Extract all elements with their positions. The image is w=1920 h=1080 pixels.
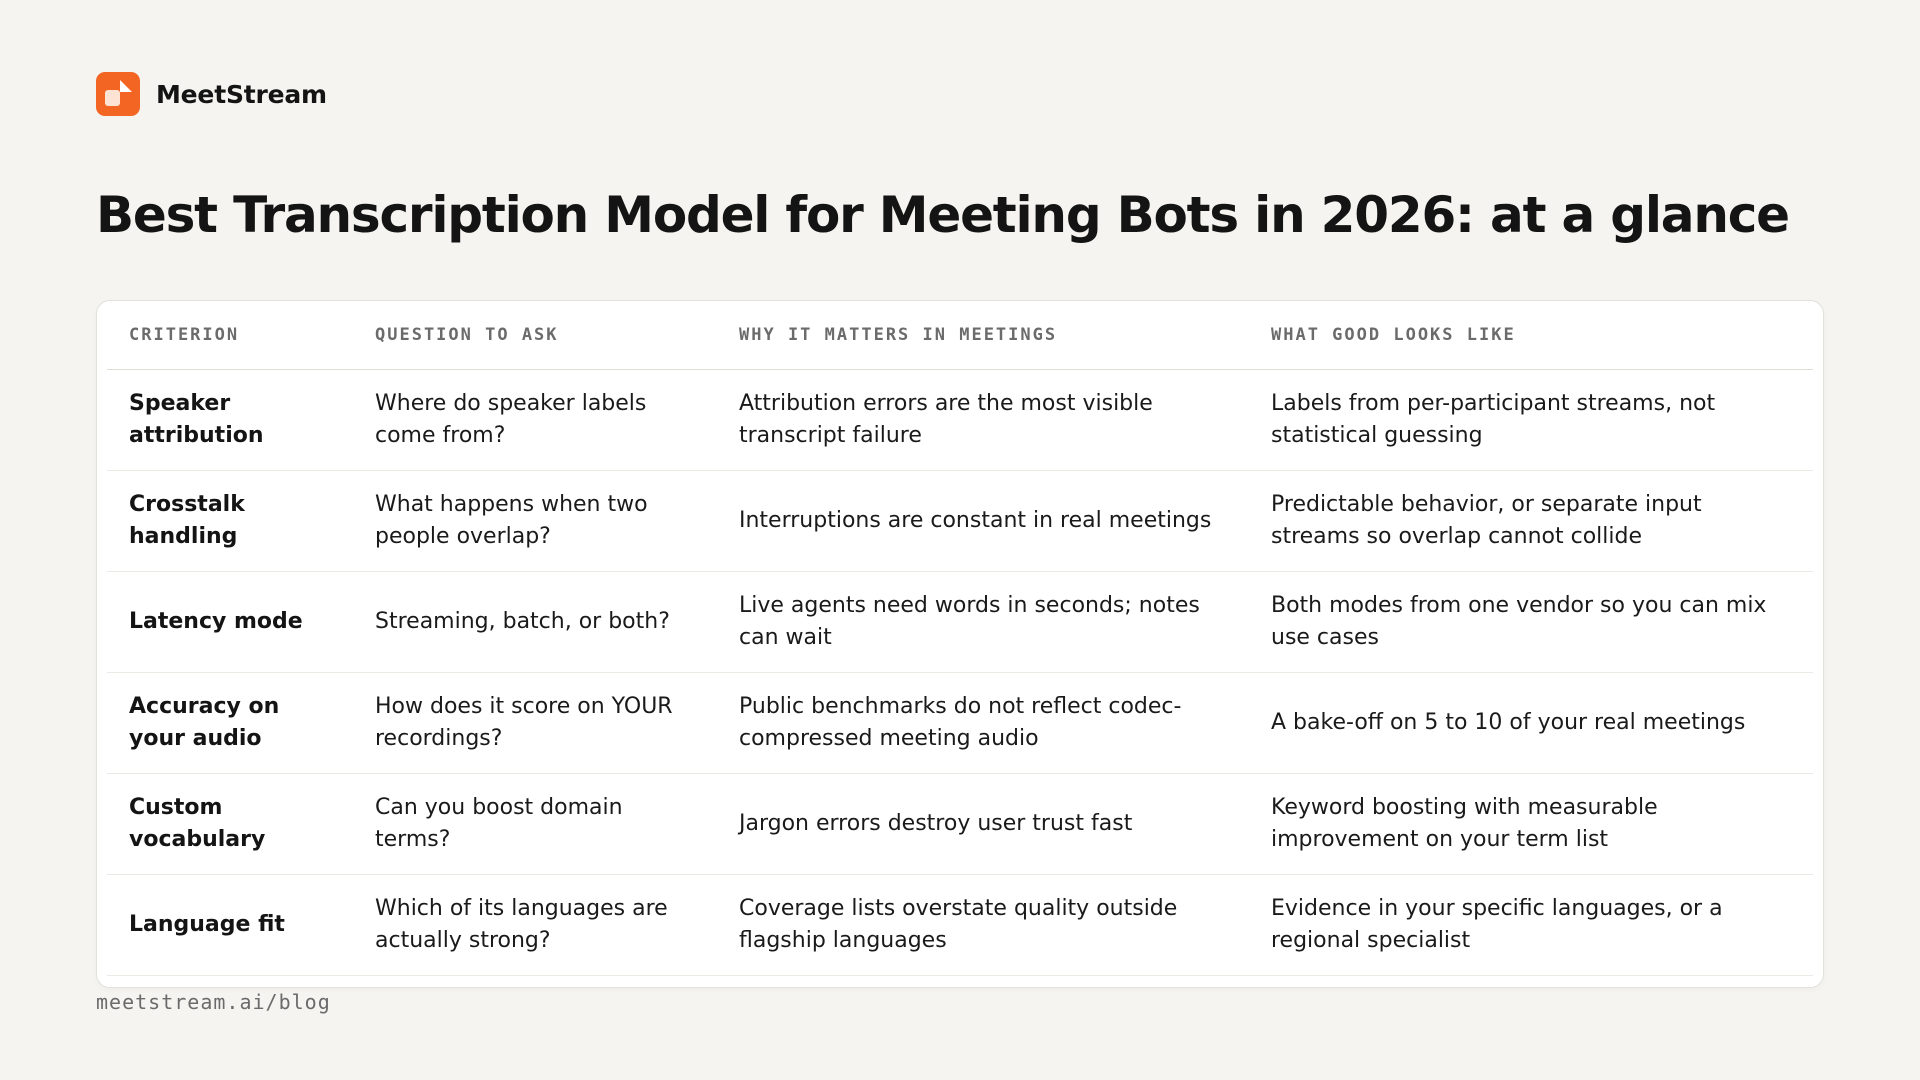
table-row [107, 875, 1813, 976]
question-cell: Which of its languages are actually strong? [353, 875, 717, 976]
column-header-why: WHY IT MATTERS IN MEETINGS [717, 301, 1249, 370]
footer-url: meetstream.ai/blog [96, 990, 331, 1014]
column-header-good: WHAT GOOD LOOKS LIKE [1249, 301, 1813, 370]
why-cell: Jargon errors destroy user trust fast [717, 774, 1249, 875]
column-header-criterion: CRITERION [107, 301, 353, 370]
criterion-cell: Language fit [107, 875, 353, 976]
comparison-table [107, 301, 1813, 976]
criterion-cell: Latency mode [107, 572, 353, 673]
question-cell: How does it score on YOUR recordings? [353, 673, 717, 774]
why-cell: Attribution errors are the most visible transcript failure [717, 370, 1249, 471]
meetstream-logo-icon [96, 72, 140, 116]
good-cell: Predictable behavior, or separate input streams so overlap cannot collide [1249, 471, 1813, 572]
criterion-cell: Accuracy on your audio [107, 673, 353, 774]
good-cell: Both modes from one vendor so you can mix use cases [1249, 572, 1813, 673]
criterion-cell: Speaker attribution [107, 370, 353, 471]
question-cell: What happens when two people overlap? [353, 471, 717, 572]
why-cell: Public benchmarks do not reflect codec-compressed meeting audio [717, 673, 1249, 774]
table-row [107, 774, 1813, 875]
brand-header [96, 72, 327, 116]
why-cell: Coverage lists overstate quality outside flagship languages [717, 875, 1249, 976]
table-row [107, 673, 1813, 774]
criterion-cell: Custom vocabulary [107, 774, 353, 875]
why-cell: Live agents need words in seconds; notes can wait [717, 572, 1249, 673]
brand-name: MeetStream [156, 79, 327, 109]
page-title: Best Transcription Model for Meeting Bots in 2026: at a glance [96, 186, 1789, 244]
question-cell: Can you boost domain terms? [353, 774, 717, 875]
column-header-question: QUESTION TO ASK [353, 301, 717, 370]
question-cell: Streaming, batch, or both? [353, 572, 717, 673]
question-cell: Where do speaker labels come from? [353, 370, 717, 471]
good-cell: Evidence in your specific languages, or a regional specialist [1249, 875, 1813, 976]
comparison-table-card [96, 300, 1824, 988]
table-row [107, 572, 1813, 673]
criterion-cell: Crosstalk handling [107, 471, 353, 572]
table-row [107, 471, 1813, 572]
why-cell: Interruptions are constant in real meetings [717, 471, 1249, 572]
good-cell: Labels from per-participant streams, not statistical guessing [1249, 370, 1813, 471]
good-cell: A bake-off on 5 to 10 of your real meetings [1249, 673, 1813, 774]
good-cell: Keyword boosting with measurable improvement on your term list [1249, 774, 1813, 875]
table-header-row [107, 301, 1813, 370]
table-row [107, 370, 1813, 471]
